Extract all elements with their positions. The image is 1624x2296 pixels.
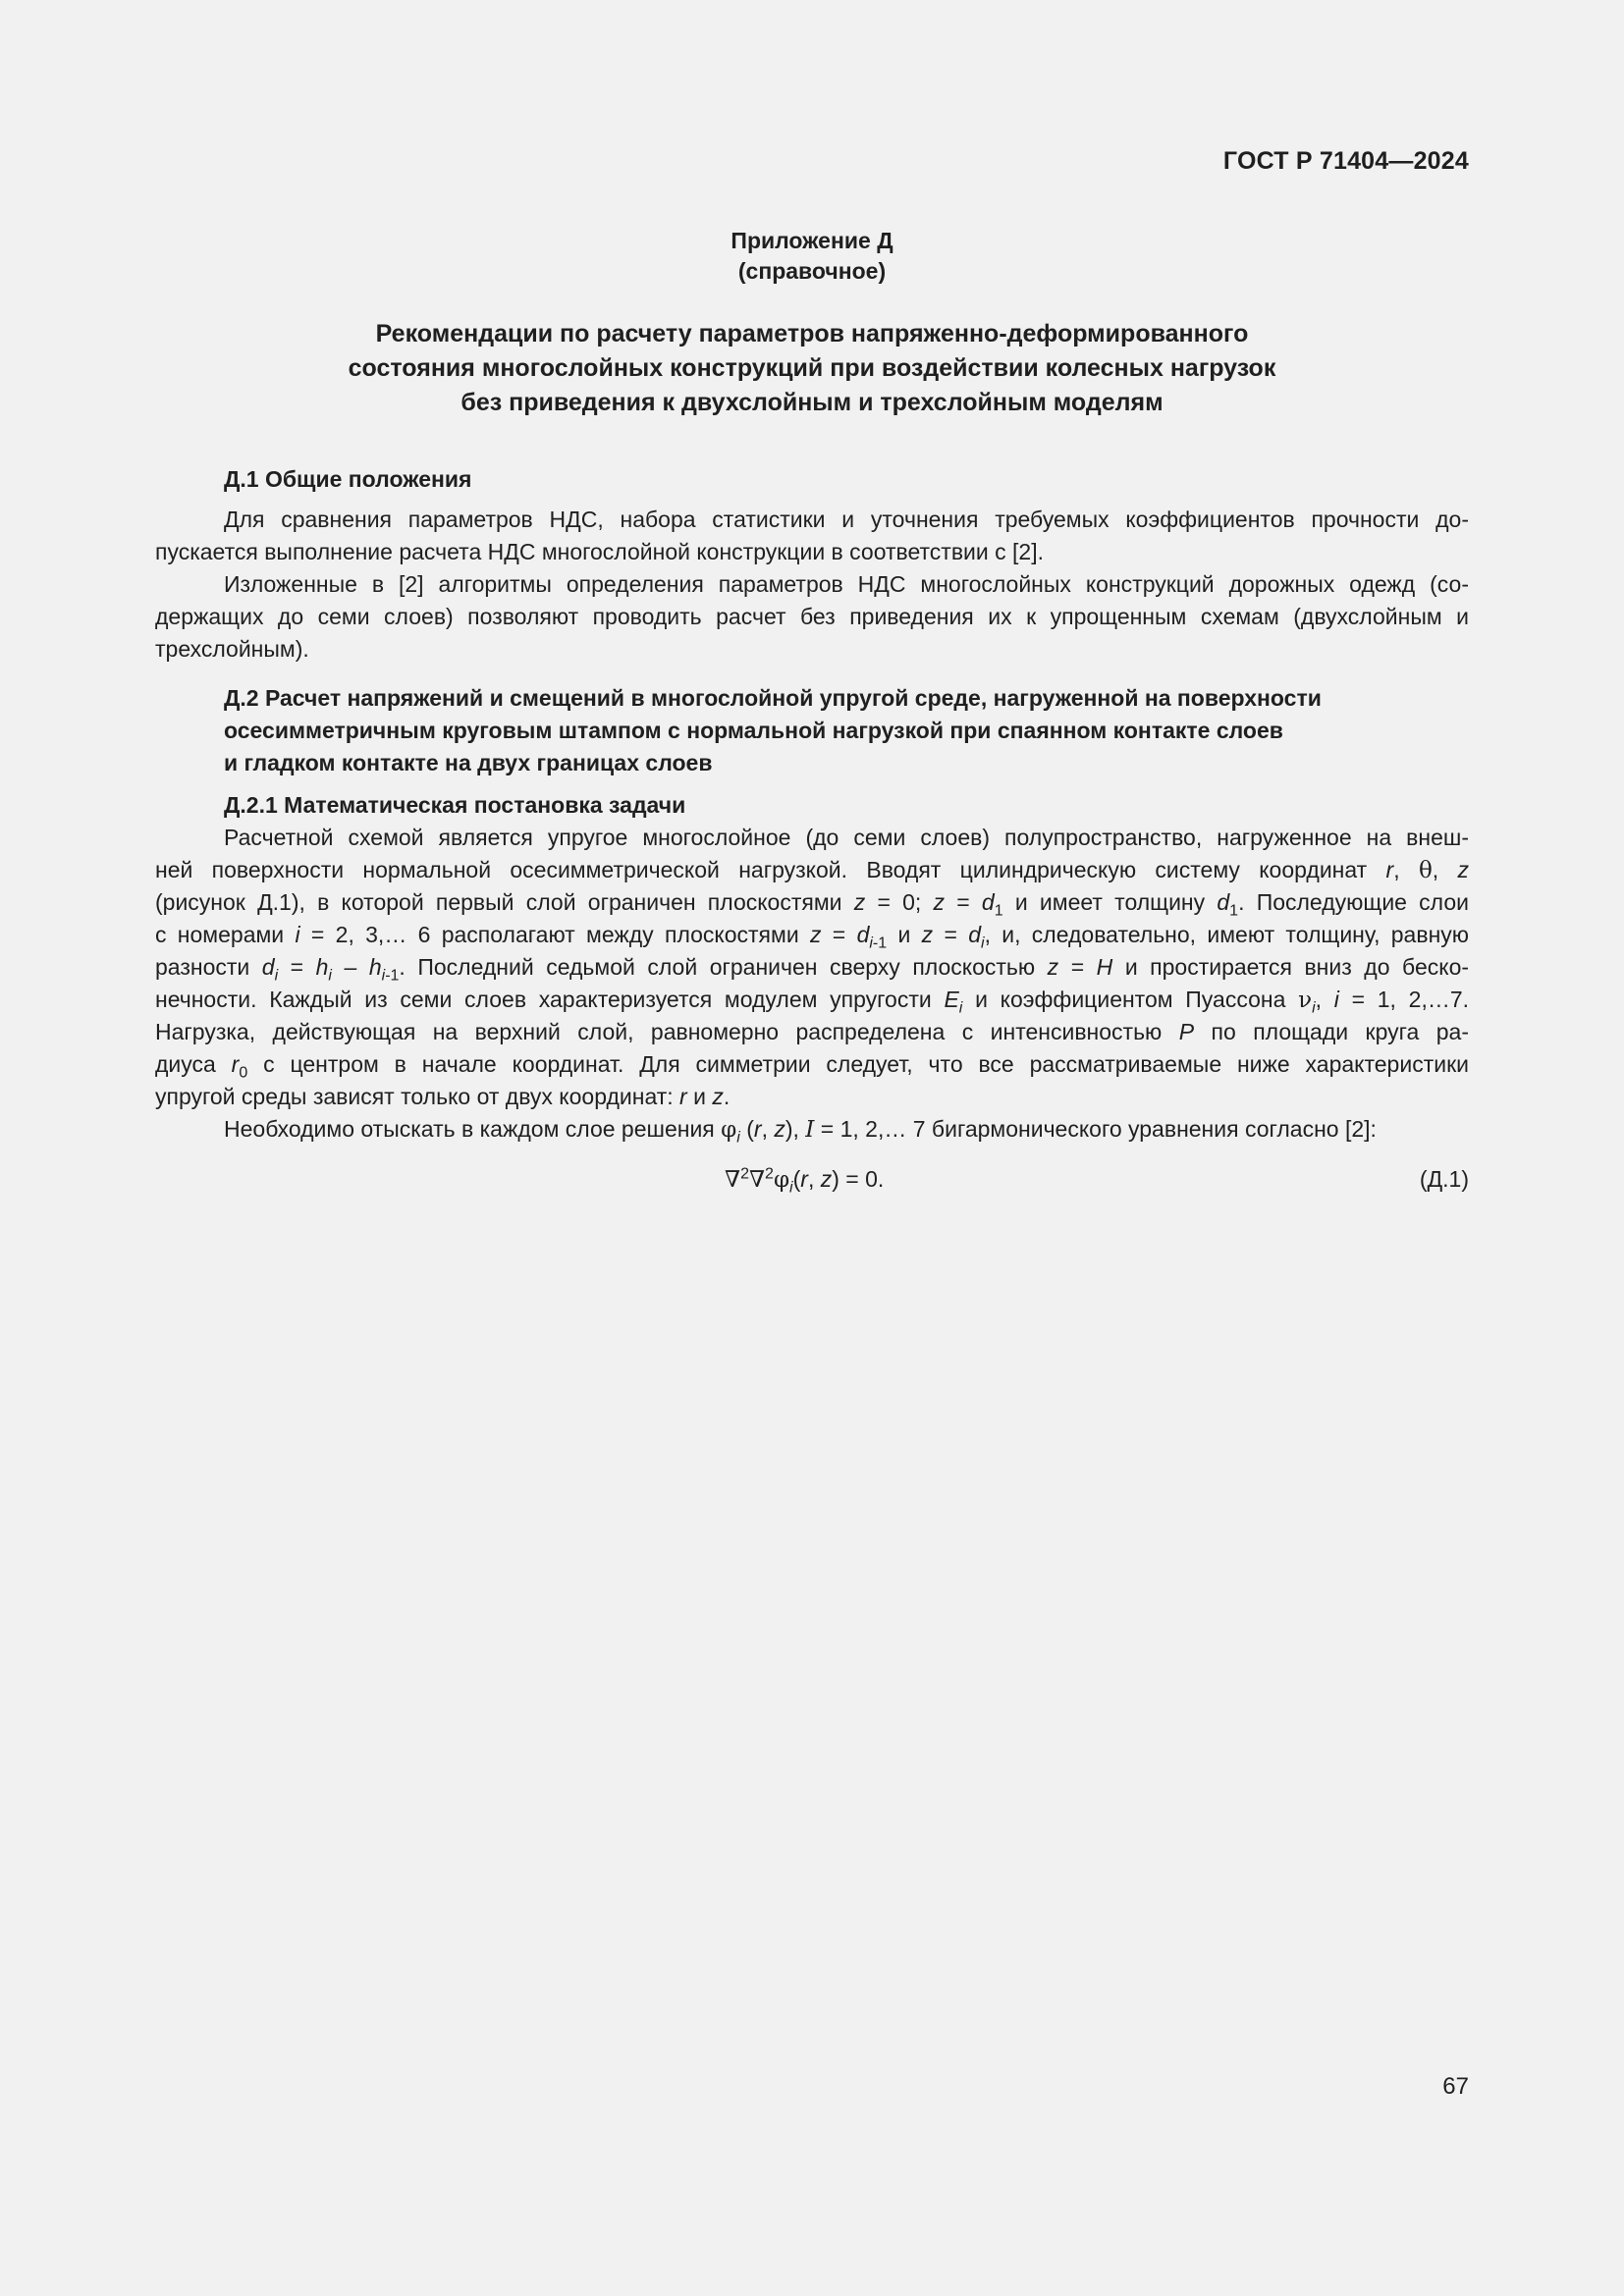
section-d2-heading	[224, 682, 1490, 779]
section-d2-heading-line: и гладком контакте на двух границах слоев	[224, 750, 713, 775]
main-title-line-2: состояния многослойных конструкций при воздействии колесных нагрузок	[348, 354, 1276, 382]
text-line: Для сравнения параметров НДС, набора статистики и уточнения требуемых коэффициентов прочности до-	[224, 507, 1469, 532]
text-line: Расчетной схемой является упругое многослойное (до семи слоев) полупространство, нагруженное на внеш-	[224, 825, 1469, 850]
section-d1-heading: Д.1 Общие положения	[224, 466, 472, 492]
text-line: нечности. Каждый из семи слоев характеризуется модулем упругости $E_i$ и коэффициентом Пуассона $\nu_i$, i = 1, 2,…7.	[155, 987, 1470, 1017]
section-d2-1-heading: Д.2.1 Математическая постановка задачи	[224, 792, 686, 818]
section-d2-1-body	[155, 822, 1469, 1146]
text-line: держащих до семи слоев) позволяют проводить расчет без приведения их к упрощенным схемам (двухслойным и	[155, 604, 1469, 629]
appendix-heading	[0, 226, 1624, 287]
text-line: упругой среды зависят только от двух координат: r и z.	[155, 1084, 731, 1109]
section-d2-heading-line: Д.2 Расчет напряжений и смещений в многослойной упругой среде, нагруженной на поверхности	[224, 685, 1322, 711]
main-title	[0, 317, 1624, 420]
main-title-line-1: Рекомендации по расчету параметров напряженно-деформированного	[375, 320, 1249, 347]
page-number: 67	[1442, 2073, 1469, 2100]
text-line: Необходимо отыскать в каждом слое решения $\varphi_i$ (r, z), I = 1, 2,… 7 бигармонического уравнения согласно [2]:	[224, 1116, 1377, 1147]
formula-expression: $\nabla^2\nabla^2\varphi_i(r$, z) = 0.	[725, 1165, 885, 1197]
text-line: разности $d_i = h_i - h_{i-1}$. Последний седьмой слой ограничен сверху плоскостью z = H и простирается вниз до беско-	[155, 954, 1470, 985]
text-line: диуса $r_0$ с центром в начале координат. Для симметрии следует, что все рассматриваемые ниже характеристики	[155, 1051, 1469, 1082]
appendix-title: Приложение Д	[731, 228, 893, 253]
main-title-line-3: без приведения к двухслойным и трехслойным моделям	[460, 389, 1164, 416]
text-line: пускается выполнение расчета НДС многослойной конструкции в соответствии с [2].	[155, 539, 1044, 564]
section-d1-paragraph-1	[155, 504, 1469, 568]
text-line: Изложенные в [2] алгоритмы определения параметров НДС многослойных конструкций дорожных одежд (со-	[224, 571, 1469, 597]
appendix-kind: (справочное)	[737, 258, 887, 284]
section-d1-paragraph-2	[155, 568, 1469, 666]
text-line: ней поверхности нормальной осесимметрической нагрузкой. Вводят цилиндрическую систему координат r, θ, z	[155, 857, 1470, 883]
formula-number: (Д.1)	[1419, 1166, 1469, 1192]
standard-id-header: ГОСТ Р 71404—2024	[1222, 147, 1469, 175]
text-line: Нагрузка, действующая на верхний слой, равномерно распределена с интенсивностью P по площади круга ра-	[155, 1019, 1470, 1044]
text-line: с номерами i = 2, 3,… 6 располагают между плоскостями $z = d_{i-1}$ и $z = d_i$, и, следовательно, имеют толщину, равную	[155, 922, 1470, 952]
section-d2-heading-line: осесимметричным круговым штампом с нормальной нагрузкой при спаянном контакте слоев	[224, 718, 1283, 743]
text-line: (рисунок Д.1), в которой первый слой ограничен плоскостями z = 0; $z = d_1$ и имеет толщину $d_1$. Последующие слои	[155, 889, 1469, 920]
formula-d1	[155, 1163, 1469, 1196]
text-line: трехслойным).	[155, 636, 309, 662]
